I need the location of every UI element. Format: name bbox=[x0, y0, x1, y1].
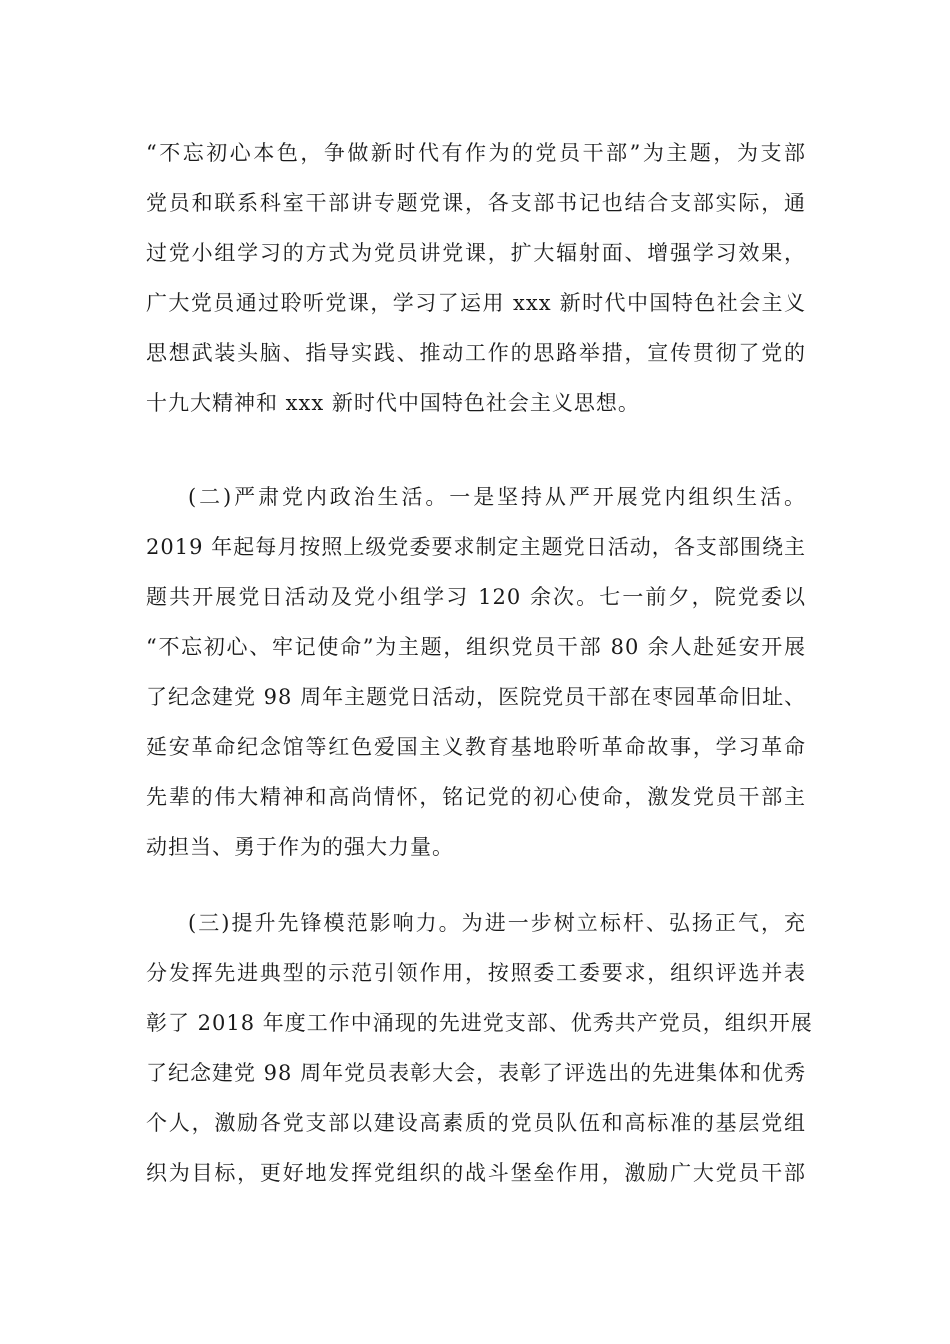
text-line: 过党小组学习的方式为党员讲党课，扩大辐射面、增强学习效果， bbox=[146, 241, 806, 265]
paragraph-党课 bbox=[146, 128, 806, 428]
text-line: 彰了 2018 年度工作中涌现的先进党支部、优秀共产党员，组织开展 bbox=[146, 1011, 813, 1035]
text-line: 了纪念建党 98 周年主题党日活动，医院党员干部在枣园革命旧址、 bbox=[146, 685, 807, 709]
text-line: 党员和联系科室干部讲专题党课，各支部书记也结合支部实际，通 bbox=[146, 191, 806, 215]
text-line: “不忘初心本色，争做新时代有作为的党员干部”为主题，为支部 bbox=[146, 141, 806, 165]
text-line: 广大党员通过聆听党课，学习了运用 xxx 新时代中国特色社会主义 bbox=[146, 291, 806, 315]
paragraph-section-3 bbox=[146, 898, 813, 1198]
paragraph-section-2 bbox=[146, 472, 806, 872]
text-line: 动担当、勇于作为的强大力量。 bbox=[146, 835, 454, 859]
text-line: 题共开展党日活动及党小组学习 120 余次。七一前夕，院党委以 bbox=[146, 585, 806, 609]
text-line: 延安革命纪念馆等红色爱国主义教育基地聆听革命故事，学习革命 bbox=[146, 735, 806, 759]
text-line: 2019 年起每月按照上级党委要求制定主题党日活动，各支部围绕主 bbox=[146, 535, 806, 559]
text-line: “不忘初心、牢记使命”为主题，组织党员干部 80 余人赴延安开展 bbox=[146, 635, 806, 659]
text-line: 分发挥先进典型的示范引领作用，按照委工委要求，组织评选并表 bbox=[146, 961, 806, 985]
text-line: 思想武装头脑、指导实践、推动工作的思路举措，宣传贯彻了党的 bbox=[146, 341, 806, 365]
text-line: 十九大精神和 xxx 新时代中国特色社会主义思想。 bbox=[146, 391, 640, 415]
text-line: 个人，激励各党支部以建设高素质的党员队伍和高标准的基层党组 bbox=[146, 1111, 806, 1135]
text-line: 先辈的伟大精神和高尚情怀，铭记党的初心使命，激发党员干部主 bbox=[146, 785, 806, 809]
text-line: 织为目标，更好地发挥党组织的战斗堡垒作用，激励广大党员干部 bbox=[146, 1161, 806, 1185]
section-heading-line: (二)严肃党内政治生活。一是坚持从严开展党内组织生活。 bbox=[188, 485, 806, 509]
text-line: 了纪念建党 98 周年党员表彰大会，表彰了评选出的先进集体和优秀 bbox=[146, 1061, 807, 1085]
section-heading-line: (三)提升先锋模范影响力。为进一步树立标杆、弘扬正气，充 bbox=[188, 911, 806, 935]
